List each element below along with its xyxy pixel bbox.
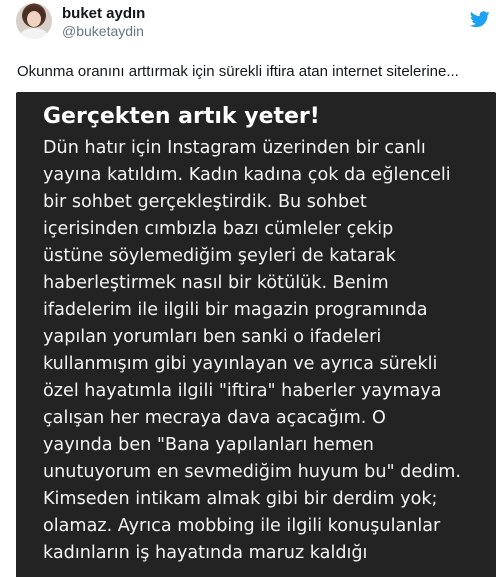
image-text-line: Dün hatır için Instagram üzerinden bir canlı xyxy=(43,138,426,158)
image-text-line: haberleştirmek nasıl bir kötülük. Benim xyxy=(43,273,389,293)
tweet-text: Okunma oranını arttırmak için sürekli iftira atan internet sitelerine... xyxy=(17,63,459,80)
image-text-line: çalışan her mecraya dava açacağım. O xyxy=(43,408,386,428)
image-text-line: kadınların iş hayatında maruz kaldığı xyxy=(43,543,368,563)
avatar-shoulders xyxy=(20,28,48,39)
avatar[interactable] xyxy=(16,3,52,39)
user-handle[interactable]: @buketaydin xyxy=(62,23,144,39)
twitter-bird-icon[interactable] xyxy=(470,11,490,28)
image-text-line: unutuyorum en sevmediğim huyum bu" dedim. xyxy=(43,462,461,482)
image-title: Gerçekten artık yeter! xyxy=(43,104,320,129)
image-text-line: özel hayatımla ilgili "iftira" haberler yaymaya xyxy=(43,381,442,401)
image-text-line: üstüne söylemediğim şeyleri de katarak xyxy=(43,246,396,266)
image-text-line: yayında ben "Bana yapılanları hemen xyxy=(43,435,374,455)
image-text-line: Kimseden intikam almak gibi bir derdim yok; xyxy=(43,489,438,509)
image-text-line: bir sohbet gerçekleştirdik. Bu sohbet xyxy=(43,192,367,212)
image-text-line: yapılan yorumları ben sanki o ifadeleri xyxy=(43,327,382,347)
image-text-line: ifadelerim ile ilgili bir magazin programında xyxy=(43,300,428,320)
image-text-line: kullanmışım gibi yayınlayan ve ayrıca sürekli xyxy=(43,354,438,374)
avatar-face xyxy=(27,11,41,27)
image-text-line: olamaz. Ayrıca mobbing ile ilgili konuşulanlar xyxy=(43,516,441,536)
image-text-line: içerisinden cımbızla bazı cümleler çekip xyxy=(43,219,394,239)
image-text-line: yayına katıldım. Kadın kadına çok da eğlenceli xyxy=(43,165,451,185)
display-name[interactable]: buket aydın xyxy=(62,5,146,22)
tweet-image[interactable] xyxy=(16,92,496,577)
